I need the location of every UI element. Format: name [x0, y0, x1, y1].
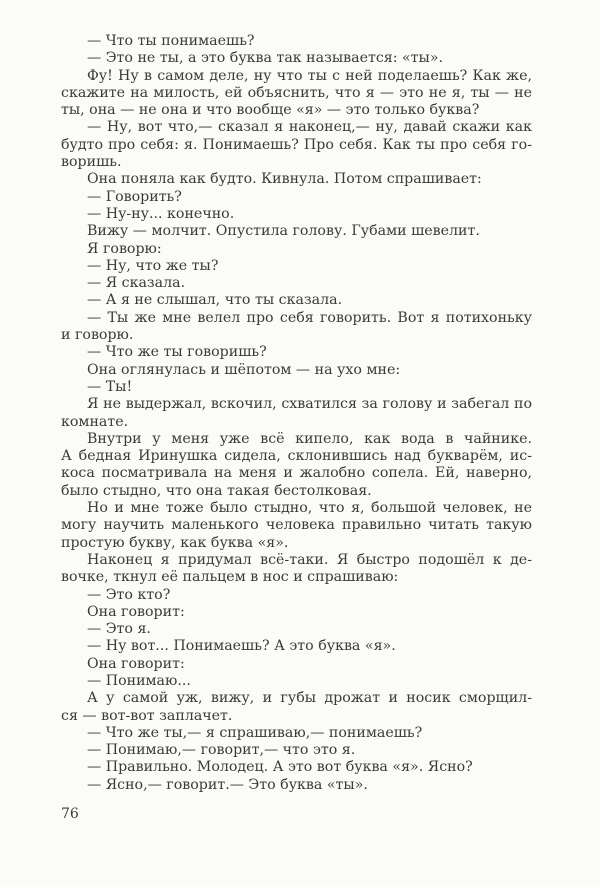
paragraph	[61, 362, 532, 379]
paragraph	[61, 621, 532, 638]
paragraph	[61, 379, 532, 396]
paragraph	[61, 241, 532, 258]
page-body-text	[61, 33, 532, 794]
paragraph	[61, 68, 532, 120]
paragraph	[61, 552, 532, 587]
text-line: — Ну, вот что,— сказал я наконец,— ну, давай скажи как	[87, 119, 532, 136]
text-line: — Правильно. Молодец. А это вот буква «я». Ясно?	[87, 759, 473, 776]
paragraph	[61, 673, 532, 690]
paragraph	[61, 310, 532, 345]
paragraph	[61, 777, 532, 794]
text-line: Наконец я придумал всё-таки. Я быстро подошёл к де-	[87, 551, 532, 568]
text-line: — Говорить?	[87, 188, 182, 205]
text-line: ся — вот-вот заплачет.	[61, 707, 233, 724]
text-line: Но и мне тоже было стыдно, что я, большой человек, не	[87, 500, 532, 517]
text-line: комнате.	[61, 413, 129, 430]
text-line: ты, она — не она и что вообще «я» — это только буква?	[61, 102, 480, 119]
text-line: Она оглянулась и шёпотом — на ухо мне:	[87, 361, 401, 378]
text-line: — Это я.	[87, 621, 151, 638]
text-line: Я говорю:	[87, 240, 162, 257]
text-line: — Ясно,— говорит.— Это буква «ты».	[87, 776, 368, 793]
text-line: А бедная Иринушка сидела, склонившись над букварём, ис-	[61, 448, 532, 465]
text-line: — Что ты понимаешь?	[87, 33, 255, 49]
text-line: Я не выдержал, вскочил, схватился за голову и забегал по	[87, 396, 532, 413]
paragraph	[61, 292, 532, 309]
paragraph	[61, 119, 532, 171]
paragraph	[61, 396, 532, 431]
paragraph	[61, 690, 532, 725]
page-number: 76	[61, 806, 79, 822]
text-line: — Ну-ну... конечно.	[87, 205, 235, 222]
paragraph	[61, 587, 532, 604]
paragraph	[61, 258, 532, 275]
text-line: коса посматривала на меня и жалобно сопела. Ей, наверно,	[61, 465, 532, 482]
text-line: простую букву, как буква «я».	[61, 534, 289, 551]
text-line: Вижу — молчит. Опустила голову. Губами шевелит.	[87, 223, 480, 240]
text-line: — Ты же мне велел про себя говорить. Вот я потихоньку	[87, 309, 532, 326]
text-line: Она говорит:	[87, 603, 185, 620]
paragraph	[61, 275, 532, 292]
text-line: Она говорит:	[87, 655, 185, 672]
text-line: могу научить маленького человека правильно читать такую	[61, 517, 532, 534]
text-line: Она поняла как будто. Кивнула. Потом спрашивает:	[87, 171, 482, 188]
text-line: А у самой уж, вижу, и губы дрожат и носик сморщил-	[87, 690, 532, 707]
paragraph	[61, 742, 532, 759]
text-line: — Это кто?	[87, 586, 171, 603]
paragraph	[61, 50, 532, 67]
text-line: было стыдно, что она такая бестолковая.	[61, 482, 372, 499]
paragraph	[61, 33, 532, 50]
text-line: — Это не ты, а это буква так называется: «ты».	[87, 50, 444, 67]
paragraph	[61, 638, 532, 655]
paragraph	[61, 656, 532, 673]
text-line: — А я не слышал, что ты сказала.	[87, 292, 343, 309]
text-line: — Ты!	[87, 378, 133, 395]
paragraph	[61, 223, 532, 240]
paragraph	[61, 725, 532, 742]
text-line: — Понимаю,— говорит,— что это я.	[87, 742, 356, 759]
text-line: будто про себя: я. Понимаешь? Про себя. Как ты про себя го-	[61, 136, 532, 153]
paragraph	[61, 759, 532, 776]
text-line: — Понимаю...	[87, 672, 191, 689]
text-line: Фу! Ну в самом деле, ну что ты с ней поделаешь? Как же,	[87, 67, 532, 84]
paragraph	[61, 431, 532, 500]
text-line: — Ну, что же ты?	[87, 257, 219, 274]
paragraph	[61, 500, 532, 552]
text-line: — Ну вот... Понимаешь? А это буква «я».	[87, 638, 396, 655]
paragraph	[61, 189, 532, 206]
paragraph	[61, 171, 532, 188]
text-line: — Что же ты говоришь?	[87, 344, 267, 361]
paragraph	[61, 604, 532, 621]
text-line: скажите на милость, ей объяснить, что я — это не я, ты — не	[61, 84, 532, 101]
paragraph	[61, 344, 532, 361]
text-line: вочке, ткнул её пальцем в нос и спрашиваю:	[61, 569, 399, 586]
text-line: — Я сказала.	[87, 275, 186, 292]
text-line: воришь.	[61, 154, 122, 171]
text-line: — Что же ты,— я спрашиваю,— понимаешь?	[87, 724, 423, 741]
text-line: Внутри у меня уже всё кипело, как вода в чайнике.	[87, 430, 532, 447]
paragraph	[61, 206, 532, 223]
text-line: и говорю.	[61, 327, 134, 344]
